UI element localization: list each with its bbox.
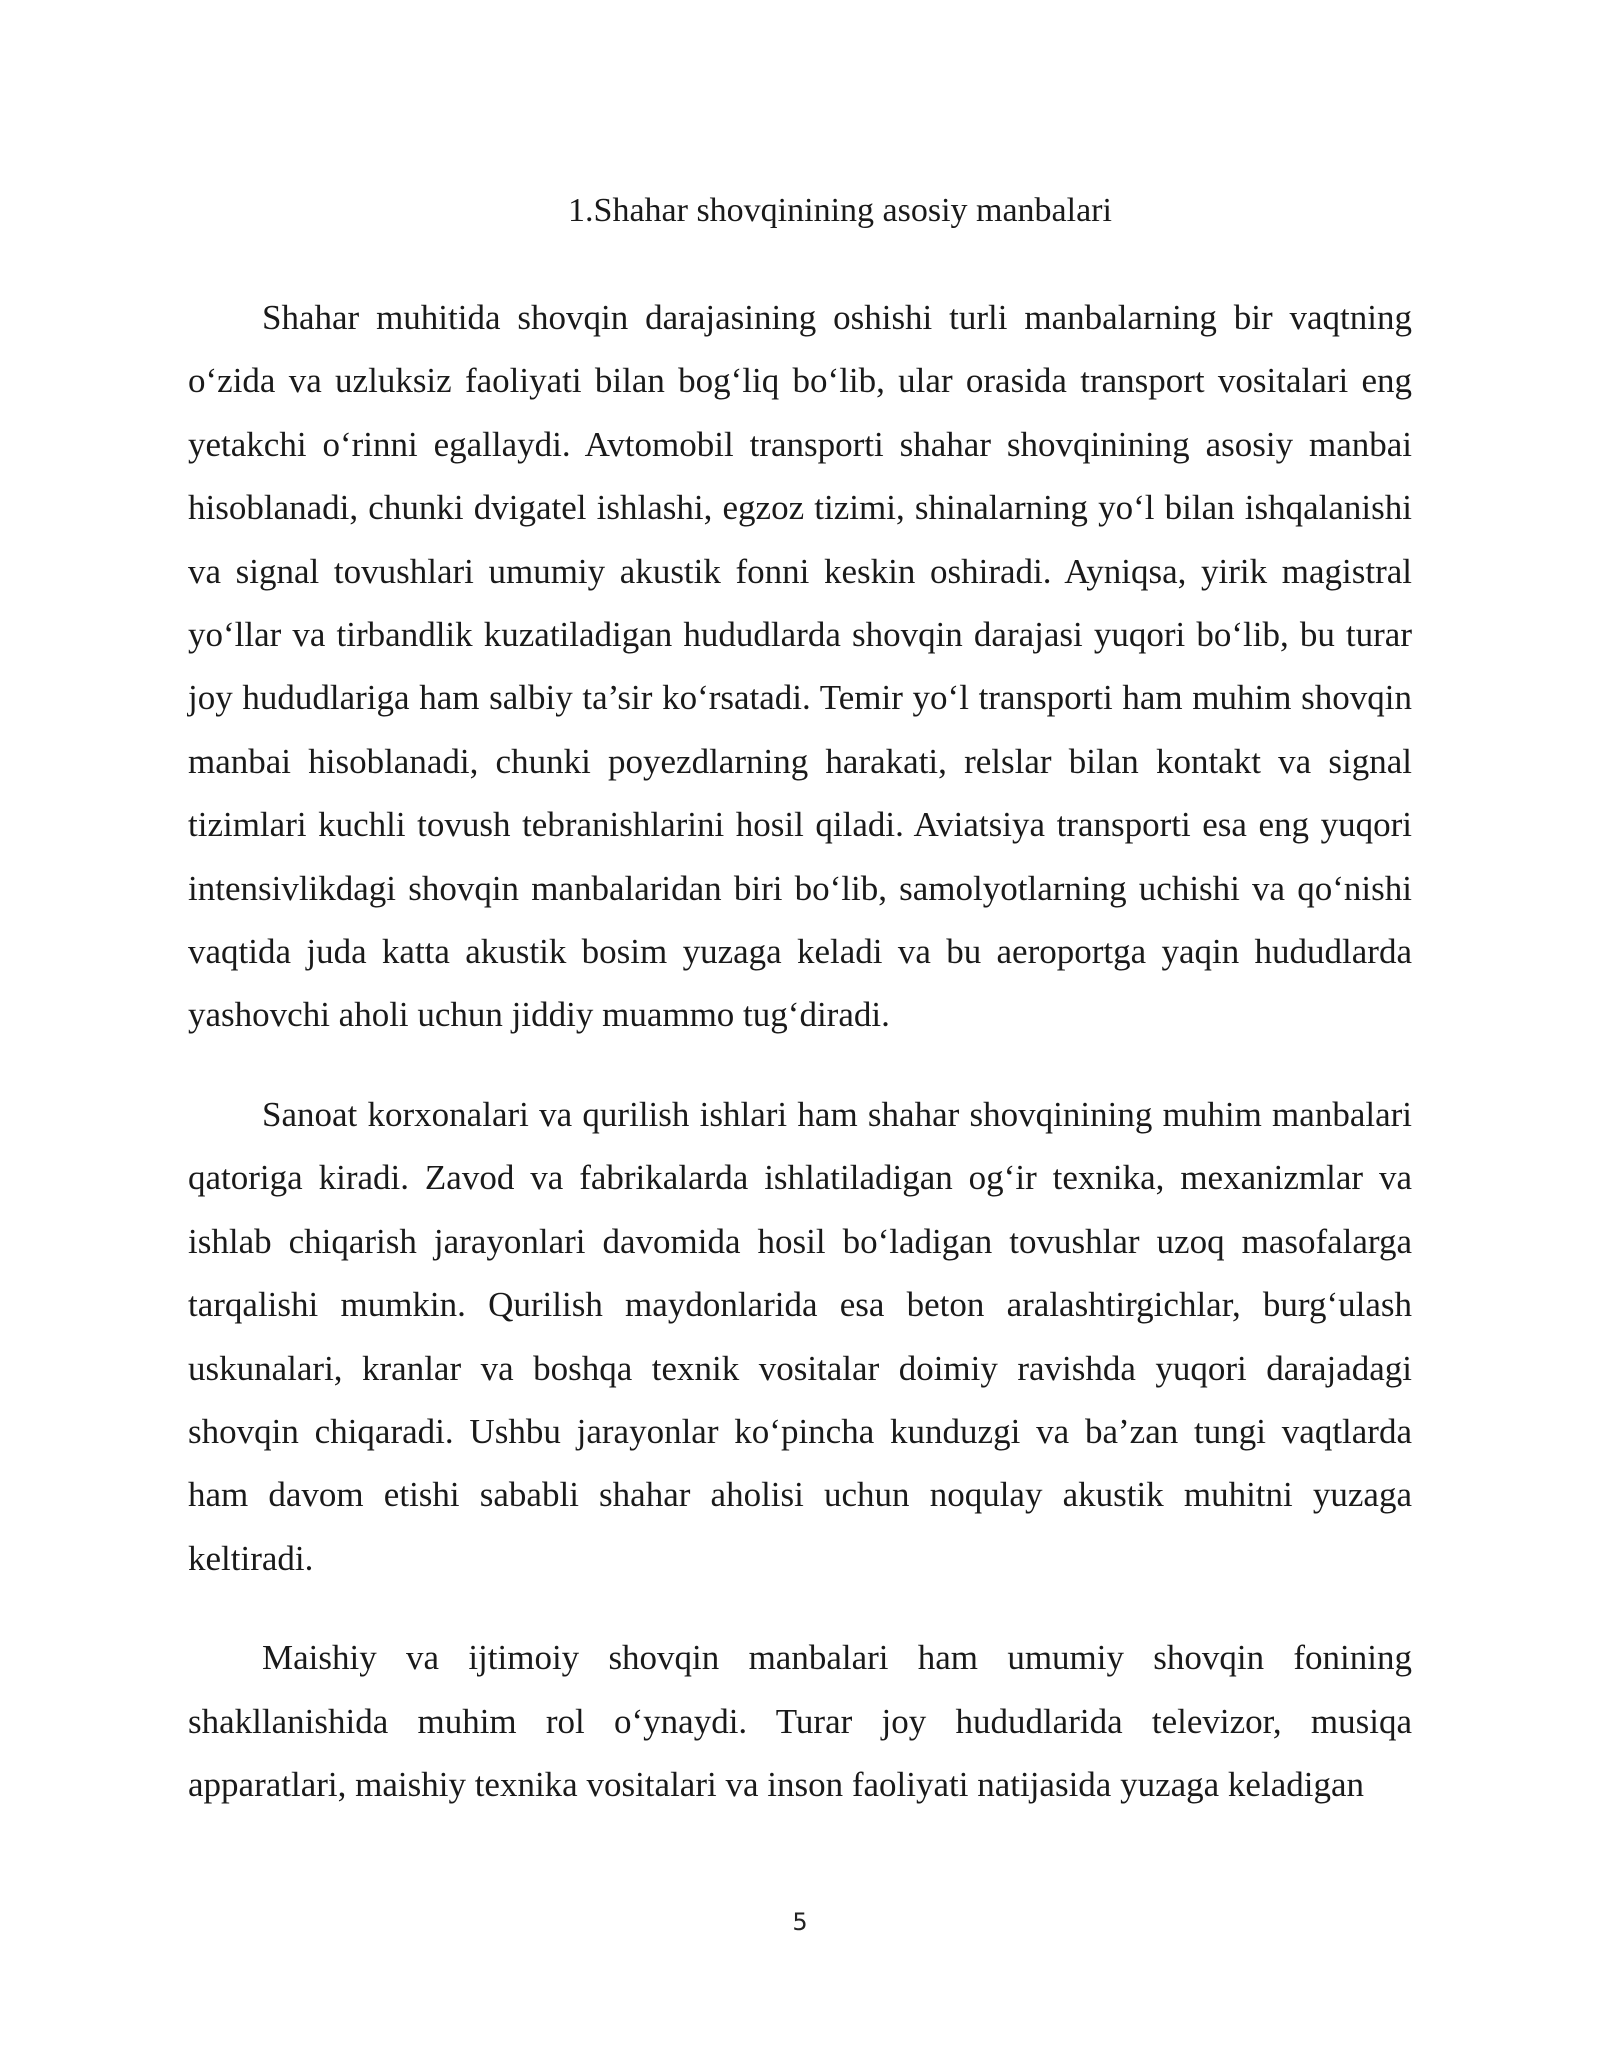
paragraph-transport: Shahar muhitida shovqin darajasining oshishi turli manbalarning bir vaqtning o‘zida va uzluksiz faoliyati bilan bog‘liq bo‘lib, ular orasida transport vositalari eng yetakchi o‘rinni egallaydi. Avtomobil transporti shahar shovqinining asosiy manbai hisoblanadi, chunki dvigatel ishlashi, egzoz tizimi, shinalarning yo‘l bilan ishqalanishi va signal tovushlari umumiy akustik fonni keskin oshiradi. Ayniqsa, yirik magistral yo‘llar va tirbandlik kuzatiladigan hududlarda shovqin darajasi yuqori bo‘lib, bu turar joy hududlariga ham salbiy ta’sir ko‘rsatadi. Temir yo‘l transporti ham muhim shovqin manbai hisoblanadi, chunki poyezdlarning harakati, relslar bilan kontakt va signal tizimlari kuchli tovush tebranishlarini hosil qiladi. Aviatsiya transporti esa eng yuqori intensivlikdagi shovqin manbalaridan biri bo‘lib, samolyotlarning uchishi va qo‘nishi vaqtida juda katta akustik bosim yuzaga keladi va bu aeroportga yaqin hududlarda yashovchi aholi uchun jiddiy muammo tug‘diradi. <box>188 298 1412 1035</box>
body-text <box>188 286 1412 1852</box>
page-number: 5 <box>792 1908 808 1936</box>
section-heading: 1.Shahar shovqinining asosiy manbalari <box>568 192 1112 229</box>
paragraph-industry: Sanoat korxonalari va qurilish ishlari ham shahar shovqinining muhim manbalari qatoriga kiradi. Zavod va fabrikalarda ishlatiladigan og‘ir texnika, mexanizmlar va ishlab chiqarish jarayonlari davomida hosil bo‘ladigan tovushlar uzoq masofalarga tarqalishi mumkin. Qurilish maydonlarida esa beton aralashtirgichlar, burg‘ulash uskunalari, kranlar va boshqa texnik vositalar doimiy ravishda yuqori darajadagi shovqin chiqaradi. Ushbu jarayonlar ko‘pincha kunduzgi va ba’zan tungi vaqtlarda ham davom etishi sababli shahar aholisi uchun noqulay akustik muhitni yuzaga keltiradi. <box>188 1094 1412 1578</box>
paragraph-household: Maishiy va ijtimoiy shovqin manbalari ham umumiy shovqin fonining shakllanishida muhim rol o‘ynaydi. Turar joy hududlarida televizor, musiqa apparatlari, maishiy texnika vositalari va inson faoliyati natijasida yuzaga keladigan <box>188 1638 1412 1804</box>
